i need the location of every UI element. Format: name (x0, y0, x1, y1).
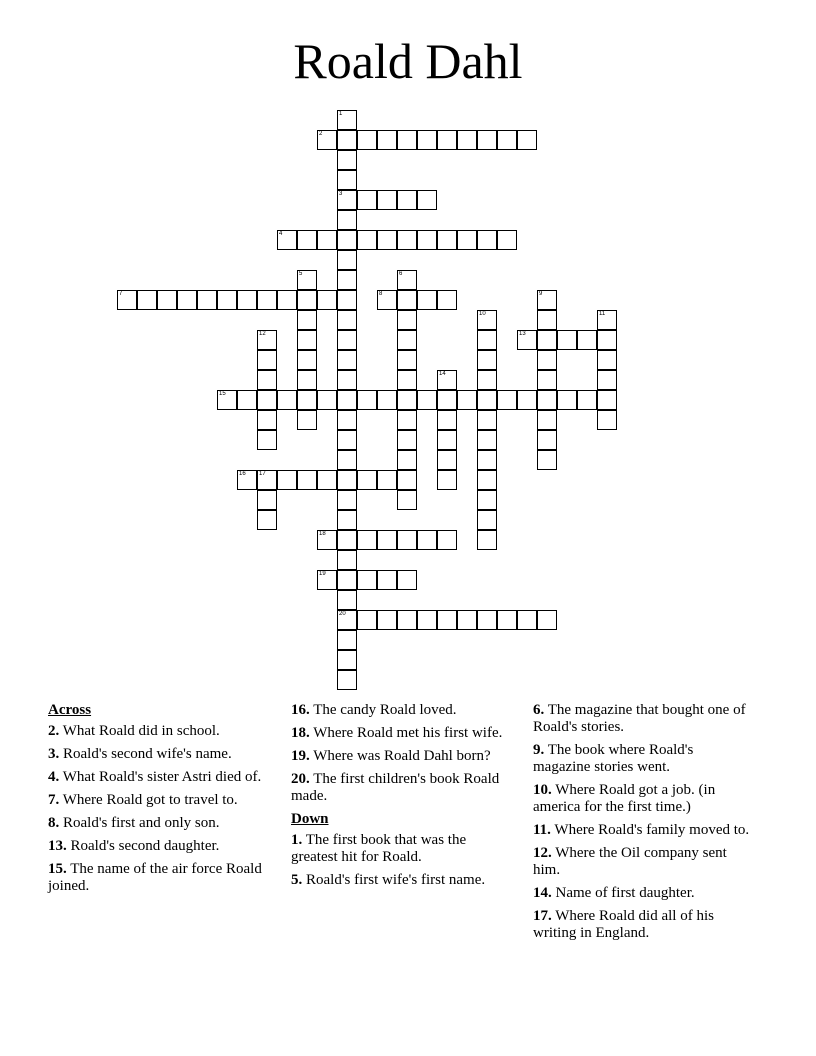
crossword-cell[interactable] (517, 610, 537, 630)
crossword-cell[interactable] (257, 330, 277, 350)
clues-column-1 (48, 702, 268, 901)
crossword-cell[interactable] (397, 450, 417, 470)
crossword-cell[interactable] (417, 390, 437, 410)
crossword-cell[interactable] (397, 350, 417, 370)
crossword-cell[interactable] (277, 290, 297, 310)
clue-down-9: 9. The book where Roald's magazine stories went. (533, 742, 694, 775)
crossword-cell[interactable] (397, 310, 417, 330)
crossword-cell[interactable] (337, 110, 357, 130)
crossword-cell[interactable] (477, 130, 497, 150)
crossword-cell[interactable] (297, 290, 317, 310)
crossword-cell[interactable] (397, 390, 417, 410)
crossword-cell[interactable] (257, 390, 277, 410)
crossword-cell[interactable] (437, 370, 457, 390)
crossword-cell[interactable] (397, 330, 417, 350)
crossword-cell[interactable] (437, 430, 457, 450)
crossword-cell[interactable] (557, 390, 577, 410)
crossword-cell[interactable] (337, 170, 357, 190)
crossword-cell[interactable] (357, 390, 377, 410)
crossword-cell[interactable] (537, 310, 557, 330)
crossword-cell[interactable] (337, 650, 357, 670)
crossword-cell[interactable] (477, 230, 497, 250)
cell-number: 7 (119, 291, 123, 297)
clue-across-7: 7. Where Roald got to travel to. (48, 792, 238, 808)
crossword-cell[interactable] (417, 530, 437, 550)
crossword-cell[interactable] (237, 470, 257, 490)
crossword-cell[interactable] (337, 250, 357, 270)
clue-across-19: 19. Where was Roald Dahl born? (291, 748, 491, 764)
crossword-cell[interactable] (257, 410, 277, 430)
crossword-cell[interactable] (257, 470, 277, 490)
crossword-cell[interactable] (337, 390, 357, 410)
crossword-cell[interactable] (397, 490, 417, 510)
crossword-cell[interactable] (277, 390, 297, 410)
crossword-cell[interactable] (337, 570, 357, 590)
crossword-cell[interactable] (597, 350, 617, 370)
crossword-cell[interactable] (477, 610, 497, 630)
clue-across-15: 15. The name of the air force Roald joined. (48, 861, 262, 894)
crossword-cell[interactable] (577, 330, 597, 350)
crossword-cell[interactable] (397, 370, 417, 390)
crossword-cell[interactable] (317, 530, 337, 550)
crossword-cell[interactable] (297, 230, 317, 250)
crossword-cell[interactable] (537, 370, 557, 390)
crossword-cell[interactable] (417, 190, 437, 210)
crossword-cell[interactable] (337, 190, 357, 210)
crossword-cell[interactable] (477, 370, 497, 390)
crossword-cell[interactable] (237, 390, 257, 410)
crossword-cell[interactable] (597, 330, 617, 350)
crossword-cell[interactable] (397, 270, 417, 290)
cell-number: 11 (599, 311, 606, 317)
crossword-cell[interactable] (357, 570, 377, 590)
crossword-cell[interactable] (297, 350, 317, 370)
crossword-cell[interactable] (337, 470, 357, 490)
crossword-cell[interactable] (317, 230, 337, 250)
cell-number: 13 (519, 331, 526, 337)
crossword-cell[interactable] (377, 530, 397, 550)
cell-number: 6 (399, 271, 403, 277)
crossword-cell[interactable] (457, 390, 477, 410)
crossword-cell[interactable] (457, 610, 477, 630)
crossword-cell[interactable] (477, 330, 497, 350)
crossword-cell[interactable] (337, 370, 357, 390)
crossword-cell[interactable] (437, 390, 457, 410)
crossword-cell[interactable] (377, 230, 397, 250)
crossword-cell[interactable] (537, 430, 557, 450)
crossword-cell[interactable] (537, 450, 557, 470)
crossword-cell[interactable] (237, 290, 257, 310)
crossword-cell[interactable] (497, 130, 517, 150)
crossword-cell[interactable] (497, 390, 517, 410)
page-title: Roald Dahl (293, 33, 523, 89)
cell-number: 2 (319, 131, 323, 137)
clue-down-12: 12. Where the Oil company sent him. (533, 845, 727, 878)
crossword-cell[interactable] (537, 410, 557, 430)
crossword-cell[interactable] (277, 470, 297, 490)
crossword-cell[interactable] (357, 610, 377, 630)
crossword-cell[interactable] (297, 330, 317, 350)
crossword-cell[interactable] (317, 390, 337, 410)
crossword-cell[interactable] (217, 290, 237, 310)
crossword-cell[interactable] (117, 290, 137, 310)
crossword-cell[interactable] (217, 390, 237, 410)
crossword-cell[interactable] (437, 130, 457, 150)
clue-across-3: 3. Roald's second wife's name. (48, 746, 232, 762)
clue-across-18: 18. Where Roald met his first wife. (291, 725, 503, 741)
crossword-cell[interactable] (337, 290, 357, 310)
crossword-cell[interactable] (437, 290, 457, 310)
clue-across-4: 4. What Roald's sister Astri died of. (48, 769, 262, 785)
crossword-cell[interactable] (477, 410, 497, 430)
crossword-cell[interactable] (397, 530, 417, 550)
crossword-cell[interactable] (597, 390, 617, 410)
crossword-cell[interactable] (337, 590, 357, 610)
clue-down-1: 1. The first book that was the greatest hit for Roald. (291, 832, 467, 865)
crossword-cell[interactable] (537, 290, 557, 310)
crossword-cell[interactable] (557, 330, 577, 350)
crossword-cell[interactable] (397, 610, 417, 630)
crossword-cell[interactable] (397, 230, 417, 250)
crossword-cell[interactable] (317, 130, 337, 150)
crossword-cell[interactable] (397, 410, 417, 430)
crossword-cell[interactable] (297, 270, 317, 290)
crossword-cell[interactable] (497, 610, 517, 630)
crossword-cell[interactable] (437, 530, 457, 550)
crossword-cell[interactable] (357, 230, 377, 250)
cell-number: 12 (259, 331, 266, 337)
crossword-cell[interactable] (517, 130, 537, 150)
clue-down-11: 11. Where Roald's family moved to. (533, 822, 750, 838)
crossword-cell[interactable] (257, 430, 277, 450)
clue-down-6: 6. The magazine that bought one of Roald's stories. (533, 702, 746, 735)
crossword-cell[interactable] (437, 470, 457, 490)
crossword-cell[interactable] (297, 310, 317, 330)
crossword-cell[interactable] (477, 490, 497, 510)
cell-number: 4 (279, 231, 283, 237)
cell-number: 3 (339, 191, 343, 197)
crossword-cell[interactable] (157, 290, 177, 310)
crossword-cell[interactable] (297, 410, 317, 430)
crossword-cell[interactable] (397, 290, 417, 310)
crossword-cell[interactable] (337, 530, 357, 550)
cell-number: 9 (539, 291, 543, 297)
crossword-cell[interactable] (337, 210, 357, 230)
crossword-cell[interactable] (297, 470, 317, 490)
crossword-cell[interactable] (317, 290, 337, 310)
crossword-cell[interactable] (517, 330, 537, 350)
crossword-cell[interactable] (577, 390, 597, 410)
crossword-cell[interactable] (377, 470, 397, 490)
cell-number: 20 (339, 611, 346, 617)
clue-across-20: 20. The first children's book Roald made. (291, 771, 500, 804)
crossword-cell[interactable] (437, 230, 457, 250)
crossword-cell[interactable] (337, 450, 357, 470)
cell-number: 14 (439, 371, 446, 377)
crossword-cell[interactable] (337, 150, 357, 170)
crossword-cell[interactable] (377, 190, 397, 210)
cell-number: 18 (319, 531, 326, 537)
crossword-cell[interactable] (437, 450, 457, 470)
crossword-cell[interactable] (417, 230, 437, 250)
crossword-cell[interactable] (337, 270, 357, 290)
crossword-cell[interactable] (377, 290, 397, 310)
crossword-cell[interactable] (497, 230, 517, 250)
cell-number: 19 (319, 571, 326, 577)
clue-across-16: 16. The candy Roald loved. (291, 702, 457, 718)
crossword-cell[interactable] (257, 490, 277, 510)
crossword-cell[interactable] (537, 350, 557, 370)
crossword-cell[interactable] (277, 230, 297, 250)
crossword-cell[interactable] (397, 470, 417, 490)
cell-number: 1 (339, 111, 343, 117)
crossword-cell[interactable] (597, 310, 617, 330)
crossword-cell[interactable] (477, 310, 497, 330)
clue-down-14: 14. Name of first daughter. (533, 885, 695, 901)
crossword-cell[interactable] (337, 350, 357, 370)
crossword-cell[interactable] (537, 330, 557, 350)
crossword-cell[interactable] (397, 570, 417, 590)
cell-number: 16 (239, 471, 246, 477)
crossword-cell[interactable] (297, 370, 317, 390)
crossword-cell[interactable] (257, 290, 277, 310)
crossword-cell[interactable] (437, 410, 457, 430)
crossword-cell[interactable] (377, 610, 397, 630)
cell-number: 8 (379, 291, 383, 297)
crossword-cell[interactable] (477, 450, 497, 470)
crossword-cell[interactable] (317, 470, 337, 490)
crossword-cell[interactable] (317, 570, 337, 590)
crossword-cell[interactable] (337, 630, 357, 650)
crossword-cell[interactable] (517, 390, 537, 410)
crossword-cell[interactable] (417, 290, 437, 310)
crossword-cell[interactable] (257, 370, 277, 390)
crossword-cell[interactable] (137, 290, 157, 310)
crossword-cell[interactable] (297, 390, 317, 410)
crossword-cell[interactable] (477, 510, 497, 530)
crossword-cell[interactable] (357, 470, 377, 490)
crossword-cell[interactable] (377, 390, 397, 410)
crossword-cell[interactable] (337, 410, 357, 430)
crossword-cell[interactable] (337, 550, 357, 570)
crossword-cell[interactable] (337, 330, 357, 350)
cell-number: 17 (259, 471, 266, 477)
crossword-cell[interactable] (457, 130, 477, 150)
crossword-cell[interactable] (597, 410, 617, 430)
crossword-cell[interactable] (477, 350, 497, 370)
cell-number: 10 (479, 311, 486, 317)
crossword-cell[interactable] (257, 510, 277, 530)
crossword-cell[interactable] (437, 610, 457, 630)
crossword-cell[interactable] (337, 490, 357, 510)
crossword-cell[interactable] (397, 430, 417, 450)
crossword-cell[interactable] (337, 430, 357, 450)
clue-down-17: 17. Where Roald did all of his writing in England. (533, 908, 714, 941)
crossword-cell[interactable] (197, 290, 217, 310)
across-heading: Across (48, 702, 92, 718)
crossword-cell[interactable] (397, 130, 417, 150)
clue-down-10: 10. Where Roald got a job. (in america for the first time.) (533, 782, 716, 815)
crossword-cell[interactable] (337, 610, 357, 630)
clue-across-8: 8. Roald's first and only son. (48, 815, 220, 831)
crossword-cell[interactable] (477, 390, 497, 410)
crossword-cell[interactable] (477, 430, 497, 450)
crossword-cell[interactable] (337, 130, 357, 150)
crossword-cell[interactable] (357, 130, 377, 150)
crossword-cell[interactable] (417, 130, 437, 150)
crossword-cell[interactable] (337, 310, 357, 330)
crossword-cell[interactable] (477, 530, 497, 550)
crossword-cell[interactable] (177, 290, 197, 310)
crossword-cell[interactable] (257, 350, 277, 370)
crossword-cell[interactable] (537, 390, 557, 410)
crossword-cell[interactable] (457, 230, 477, 250)
crossword-cell[interactable] (537, 610, 557, 630)
crossword-cell[interactable] (337, 230, 357, 250)
cell-number: 15 (219, 391, 226, 397)
crossword-cell[interactable] (337, 670, 357, 690)
crossword-cell[interactable] (597, 370, 617, 390)
crossword-cell[interactable] (477, 470, 497, 490)
clues-column-2 (291, 702, 511, 895)
crossword-cell[interactable] (337, 510, 357, 530)
crossword-cell[interactable] (357, 190, 377, 210)
clue-down-5: 5. Roald's first wife's first name. (291, 872, 486, 888)
clues-column-3 (533, 702, 753, 948)
crossword-cell[interactable] (377, 130, 397, 150)
clue-across-13: 13. Roald's second daughter. (48, 838, 220, 854)
crossword-cell[interactable] (357, 530, 377, 550)
crossword-cell[interactable] (377, 570, 397, 590)
down-heading: Down (291, 811, 329, 827)
crossword-cell[interactable] (397, 190, 417, 210)
crossword-cell[interactable] (417, 610, 437, 630)
clue-across-2: 2. What Roald did in school. (48, 723, 220, 739)
cell-number: 5 (299, 271, 303, 277)
